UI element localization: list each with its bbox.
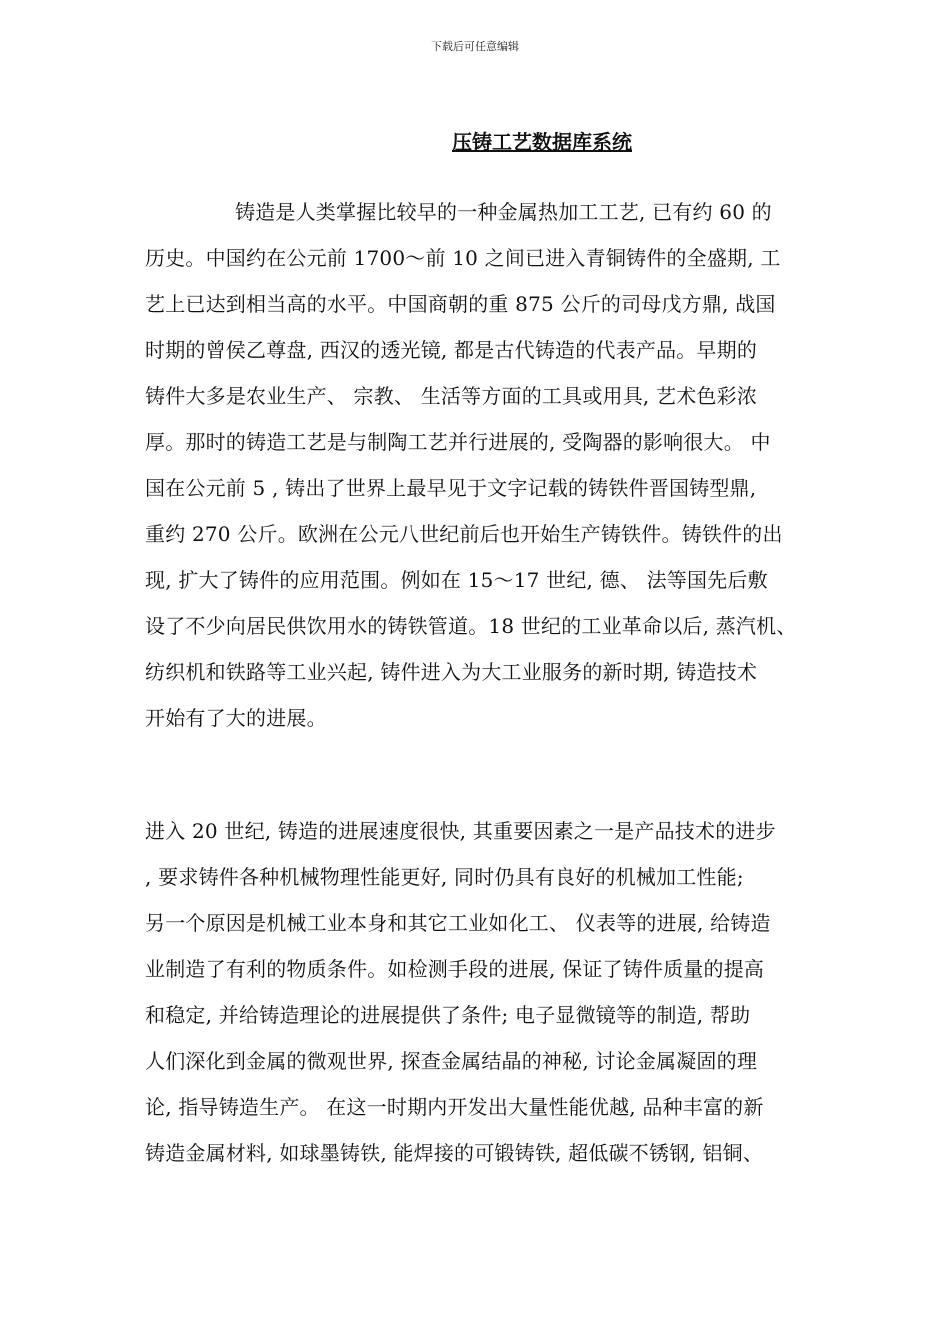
paragraph-line: 艺上已达到相当高的水平。中国商朝的重 875 公斤的司母戊方鼎, 战国 xyxy=(145,292,776,316)
paragraph-line: 开始有了大的进展。 xyxy=(145,706,327,730)
paragraph-line: 重约 270 公斤。欧洲在公元八世纪前后也开始生产铸铁件。铸铁件的出 xyxy=(145,522,783,546)
paragraph-line: 业制造了有利的物质条件。如检测手段的进展, 保证了铸件质量的提高 xyxy=(145,957,765,981)
paragraph-line: 时期的曾侯乙尊盘, 西汉的透光镜, 都是古代铸造的代表产品。早期的 xyxy=(145,338,758,362)
paragraph-line: 铸造是人类掌握比较早的一种金属热加工工艺, 已有约 60 的 xyxy=(235,200,772,224)
paragraph-2 xyxy=(145,808,885,1176)
paragraph-line: 铸件大多是农业生产、 宗教、 生活等方面的工具或用具, 艺术色彩浓 xyxy=(145,384,758,408)
paragraph-line: 纺织机和铁路等工业兴起, 铸件进入为大工业服务的新时期, 铸造技术 xyxy=(145,660,758,684)
paragraph-line: 现, 扩大了铸件的应用范围。例如在 15～17 世纪, 德、 法等国先后敷 xyxy=(145,568,768,592)
paragraph-line: 厚。那时的铸造工艺是与制陶工艺并行进展的, 受陶器的影响很大。 中 xyxy=(145,430,771,454)
paragraph-1 xyxy=(145,189,885,741)
paragraph-line: 人们深化到金属的微观世界, 探查金属结晶的神秘, 讨论金属凝固的理 xyxy=(145,1049,758,1073)
paragraph-line: , 要求铸件各种机械物理性能更好, 同时仍具有良好的机械加工性能; xyxy=(145,865,744,889)
paragraph-line: 论, 指导铸造生产。 在这一时期内开发出大量性能优越, 品种丰富的新 xyxy=(145,1095,764,1119)
paragraph-line: 国在公元前 5 , 铸出了世界上最早见于文字记载的铸铁件晋国铸型鼎, xyxy=(145,476,757,500)
paragraph-line: 和稳定, 并给铸造理论的进展提供了条件; 电子显微镜等的制造, 帮助 xyxy=(145,1003,751,1027)
paragraph-line: 铸造金属材料, 如球墨铸铁, 能焊接的可锻铸铁, 超低碳不锈钢, 铝铜、 xyxy=(145,1141,764,1165)
header-note: 下载后可任意编辑 xyxy=(431,40,519,53)
paragraph-line: 进入 20 世纪, 铸造的进展速度很快, 其重要因素之一是产品技术的进步 xyxy=(145,819,776,843)
paragraph-line: 设了不少向居民供饮用水的铸铁管道。18 世纪的工业革命以后, 蒸汽机、 xyxy=(145,614,797,638)
paragraph-line: 历史。中国约在公元前 1700～前 10 之间已进入青铜铸件的全盛期, 工 xyxy=(145,246,781,270)
paragraph-line: 另一个原因是机械工业本身和其它工业如化工、 仪表等的进展, 给铸造 xyxy=(145,911,771,935)
document-title: 压铸工艺数据库系统 xyxy=(452,130,632,154)
